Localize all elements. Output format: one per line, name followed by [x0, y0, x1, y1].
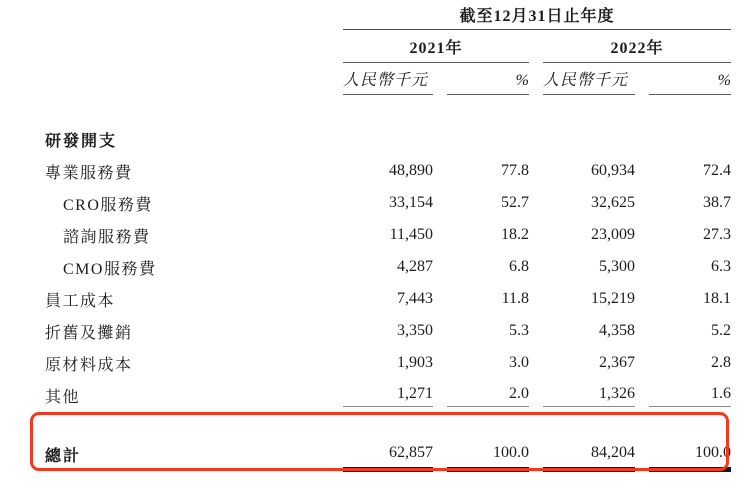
pct-2021: 2.0: [447, 384, 529, 407]
section-header-label: 研發開支: [45, 132, 118, 150]
pct-2021: 52.7: [501, 194, 529, 211]
pct-2022: 2.8: [711, 354, 731, 371]
amount-2021: 11,450: [389, 226, 433, 243]
unit-2021-header: 人民幣千元: [343, 71, 433, 95]
pct-2022: 27.3: [703, 226, 731, 243]
row-label: 原材料成本: [45, 356, 133, 374]
amount-2021: 7,443: [397, 290, 433, 307]
unit-header-row: [45, 71, 729, 95]
amount-2021: 1,903: [397, 354, 433, 371]
amount-2022: 15,219: [591, 290, 635, 307]
pct-2022: 38.7: [703, 194, 731, 211]
table-row: [45, 219, 729, 251]
pct-2022: 5.2: [711, 322, 731, 339]
amount-2022: 5,300: [599, 258, 635, 275]
total-label: 總計: [45, 448, 82, 465]
pct-2021: 11.8: [501, 290, 529, 307]
row-label: 諮詢服務費: [63, 228, 151, 246]
amount-2021: 48,890: [389, 162, 433, 179]
total-amount-2021: 62,857: [343, 443, 433, 472]
year-header-row: [45, 40, 729, 63]
row-label: 專業服務費: [45, 164, 133, 182]
pct-2021: 77.8: [501, 162, 529, 179]
row-label: 員工成本: [45, 292, 116, 310]
amount-2022: 4,358: [599, 322, 635, 339]
pct-2021: 18.2: [501, 226, 529, 243]
pct-2021: 6.8: [509, 258, 529, 275]
total-pct-2021: 100.0: [447, 443, 529, 472]
amount-2022: 60,934: [591, 162, 635, 179]
table-row: [45, 315, 729, 347]
amount-2022: 23,009: [591, 226, 635, 243]
pct-2021: 5.3: [509, 322, 529, 339]
row-label: 其他: [45, 388, 81, 406]
pct-2022: 1.6: [649, 384, 731, 407]
pct-2022: 72.4: [703, 162, 731, 179]
year-2021-header: 2021年: [343, 40, 529, 63]
period-header-row: [45, 8, 729, 30]
amount-2022: 32,625: [591, 194, 635, 211]
row-label: CMO服務費: [63, 260, 157, 278]
pct-2022: 18.1: [703, 290, 731, 307]
amount-2022: 1,326: [543, 384, 635, 407]
table-row: [45, 155, 729, 187]
table-row: [45, 347, 729, 379]
pct-2021: 3.0: [509, 354, 529, 371]
amount-2021: 3,350: [397, 322, 433, 339]
table-row: [45, 283, 729, 315]
pct-2022-header: %: [649, 71, 731, 95]
year-2022-header: 2022年: [543, 40, 731, 63]
amount-2021: 1,271: [343, 384, 433, 407]
unit-2022-header: 人民幣千元: [543, 71, 635, 95]
total-pct-2022: 100.0: [649, 443, 731, 472]
pct-2022: 6.3: [711, 258, 731, 275]
table-body: [45, 123, 729, 472]
amount-2021: 33,154: [389, 194, 433, 211]
amount-2022: 2,367: [599, 354, 635, 371]
total-row: [45, 438, 729, 472]
row-label: 折舊及攤銷: [45, 324, 133, 342]
table-row: [45, 379, 729, 411]
row-label: CRO服務費: [63, 196, 153, 214]
rd-expenses-table: [45, 8, 729, 472]
total-amount-2022: 84,204: [543, 443, 635, 472]
table-row: [45, 187, 729, 219]
period-header: 截至12月31日止年度: [343, 8, 731, 30]
amount-2021: 4,287: [397, 258, 433, 275]
section-header-row: [45, 123, 729, 155]
table-row: [45, 251, 729, 283]
pct-2021-header: %: [447, 71, 529, 95]
